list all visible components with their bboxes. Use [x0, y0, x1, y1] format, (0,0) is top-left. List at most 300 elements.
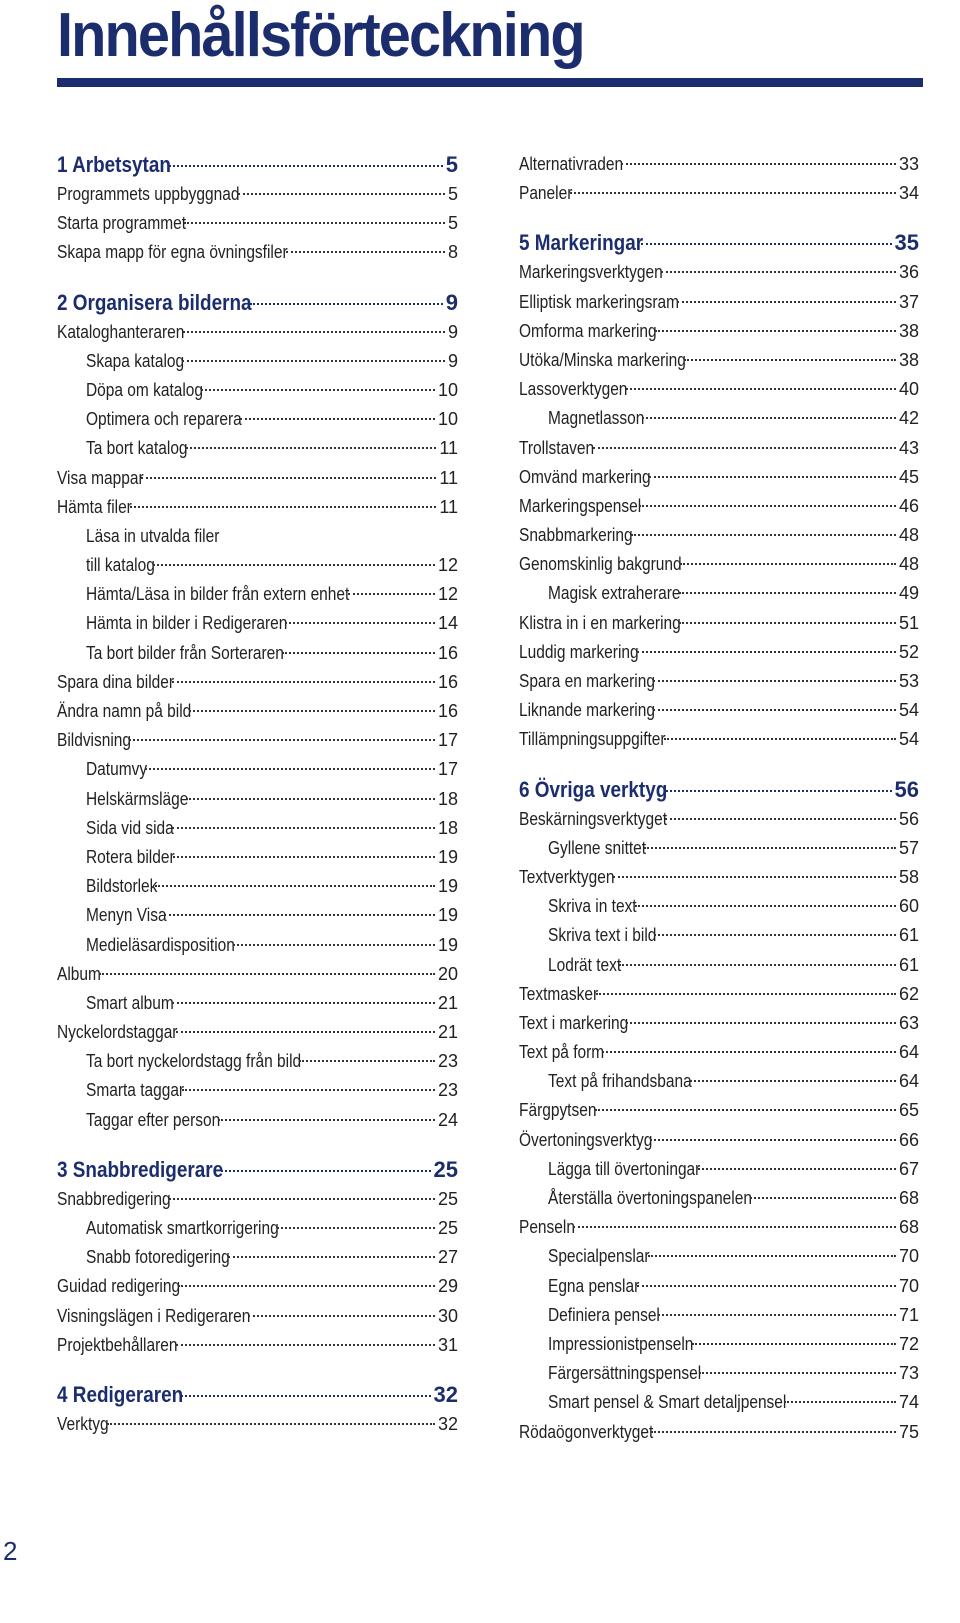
toc-chapter — [519, 775, 919, 805]
toc-entry-page: 73 — [898, 1363, 919, 1384]
dot-leader — [655, 330, 896, 332]
toc-right-column — [519, 150, 919, 1447]
dot-leader — [233, 944, 435, 946]
dot-leader — [679, 592, 896, 594]
dot-leader — [684, 359, 896, 361]
toc-entry — [57, 843, 458, 872]
dot-leader — [664, 738, 896, 740]
toc-entry — [57, 785, 458, 814]
toc-entry-page: 74 — [898, 1392, 919, 1413]
dot-leader — [172, 827, 435, 829]
toc-entry-title: Skapa katalog — [86, 350, 185, 371]
dot-leader — [654, 934, 896, 936]
toc-entry-page: 11 — [439, 438, 458, 459]
toc-entry-page: 54 — [898, 729, 919, 750]
toc-entry — [519, 579, 919, 608]
toc-entry — [519, 863, 919, 892]
toc-entry-title: Ta bort katalog — [86, 438, 188, 459]
dot-leader — [680, 563, 896, 565]
toc-entry-title: Övertoningsverktyg — [519, 1129, 653, 1150]
toc-entry-title: Snabbmarkering — [519, 525, 633, 546]
dot-leader — [178, 1285, 435, 1287]
toc-chapter — [57, 150, 458, 180]
toc-entry-page: 71 — [898, 1304, 919, 1325]
toc-entry — [57, 1018, 458, 1047]
dot-leader — [107, 1423, 435, 1425]
dot-leader — [240, 418, 435, 420]
toc-entry — [519, 951, 919, 980]
toc-entry-page: 14 — [437, 613, 458, 634]
toc-entry-page: 9 — [447, 350, 458, 371]
toc-left-column — [57, 150, 458, 1439]
toc-entry-page: 19 — [437, 934, 458, 955]
toc-entry-page: 17 — [437, 730, 458, 751]
toc-entry — [57, 1214, 458, 1243]
toc-entry-page: 49 — [898, 583, 919, 604]
toc-entry — [519, 892, 919, 921]
toc-entry — [519, 921, 919, 950]
toc-entry-title: Ta bort bilder från Sorteraren — [86, 642, 284, 663]
toc-entry-title: Lägga till övertoningar — [548, 1158, 701, 1179]
toc-entry — [57, 180, 458, 209]
dot-leader — [626, 1022, 896, 1024]
toc-entry-title: Programmets uppbyggnad — [57, 184, 240, 204]
toc-entry-title: Spara en markering — [519, 671, 655, 691]
toc-entry — [57, 376, 458, 405]
dot-leader — [653, 709, 896, 711]
toc-entry — [57, 639, 458, 668]
toc-entry-title: Hämta in bilder i Redigeraren — [86, 613, 288, 634]
toc-entry-page: 58 — [898, 866, 919, 887]
toc-entry-title: Tillämpningsuppgifter — [519, 729, 666, 750]
toc-entry — [519, 1067, 919, 1096]
toc-entry-title: Bildstorlek — [86, 876, 158, 897]
toc-entry-page: 19 — [437, 846, 458, 867]
toc-entry — [519, 1126, 919, 1155]
dot-leader — [602, 1051, 896, 1053]
toc-entry — [519, 550, 919, 579]
dot-leader — [596, 993, 896, 995]
dot-leader — [661, 271, 896, 273]
toc-entry-page: 34 — [898, 183, 919, 204]
toc-entry-page: 9 — [445, 289, 458, 315]
dot-leader — [348, 593, 435, 595]
toc-entry — [519, 1242, 919, 1271]
toc-entry-title: Magisk extraherare — [548, 583, 681, 604]
toc-entry-page: 63 — [898, 1012, 919, 1033]
toc-entry-page: 16 — [437, 671, 458, 692]
toc-entry-title: 2 Organisera bilderna — [57, 289, 252, 315]
toc-entry-page: 53 — [898, 671, 919, 691]
toc-entry — [519, 834, 919, 863]
toc-entry — [57, 551, 458, 580]
toc-entry-page: 51 — [898, 612, 919, 633]
dot-leader — [186, 798, 435, 800]
toc-entry-title: Skapa mapp för egna övningsfiler — [57, 242, 288, 263]
toc-entry — [57, 1076, 458, 1105]
dot-leader — [665, 818, 896, 820]
toc-entry — [57, 1331, 458, 1360]
dot-leader — [650, 1139, 896, 1141]
dot-leader — [183, 331, 445, 333]
toc-entry — [519, 1009, 919, 1038]
toc-entry — [519, 375, 919, 404]
dot-leader — [153, 564, 435, 566]
toc-entry-title: Bildvisning — [57, 730, 132, 751]
toc-entry-page: 19 — [437, 876, 458, 897]
toc-entry-title: Sida vid sida — [86, 817, 174, 838]
dot-leader — [619, 964, 896, 966]
toc-entry-title: Rödaögonverktyget — [519, 1421, 654, 1442]
toc-entry-title: Smarta taggar — [86, 1080, 185, 1101]
toc-entry-page: 68 — [898, 1188, 919, 1208]
toc-entry-title: Egna penslar — [548, 1275, 640, 1296]
toc-entry-title: Smart album — [86, 992, 174, 1013]
toc-entry-title: Taggar efter person — [86, 1109, 221, 1130]
toc-entry-title: Hämta filer — [57, 496, 132, 517]
toc-entry-page: 67 — [898, 1158, 919, 1179]
page-number: 2 — [3, 1536, 18, 1566]
dot-leader — [649, 476, 896, 478]
toc-entry-page: 8 — [447, 242, 458, 263]
toc-entry-page: 5 — [447, 184, 458, 204]
toc-entry-page: 60 — [898, 896, 919, 917]
toc-entry-title: Lodrät text — [548, 954, 622, 975]
toc-entry — [57, 755, 458, 784]
dot-leader — [639, 505, 896, 507]
dot-leader — [641, 243, 891, 245]
dot-leader — [228, 1256, 435, 1258]
toc-entry — [57, 493, 458, 522]
toc-entry-page: 68 — [898, 1217, 919, 1238]
dot-leader — [635, 905, 896, 907]
toc-entry-page: 31 — [437, 1334, 458, 1355]
dot-leader — [699, 1372, 896, 1374]
page-title: Innehållsförteckning — [57, 1, 584, 70]
toc-entry-title: Återställa övertoningspanelen — [548, 1188, 752, 1208]
toc-entry-page: 12 — [437, 584, 458, 605]
toc-entry-page: 33 — [898, 154, 919, 174]
toc-entry-page: 64 — [898, 1071, 919, 1092]
toc-entry-title: Omvänd markering — [519, 466, 651, 487]
toc-entry-title: Specialpenslar — [548, 1246, 650, 1267]
toc-entry-page: 17 — [437, 759, 458, 780]
toc-entry — [519, 980, 919, 1009]
toc-entry-title: Optimera och reparera — [86, 409, 242, 430]
toc-entry-page: 5 — [445, 152, 458, 177]
dot-leader — [653, 680, 896, 682]
dot-leader — [172, 1002, 435, 1004]
toc-entry-title: Menyn Visa — [86, 905, 167, 926]
toc-entry — [519, 1359, 919, 1388]
dot-leader — [692, 1343, 896, 1345]
dot-leader — [644, 847, 896, 849]
toc-entry-page: 42 — [898, 408, 919, 429]
dot-leader — [648, 1255, 896, 1257]
toc-entry-title: Elliptisk markeringsram — [519, 291, 680, 312]
dot-leader — [750, 1197, 896, 1199]
toc-entry-title: Text på frihandsbana — [548, 1071, 692, 1092]
toc-entry-title: Ändra namn på bild — [57, 701, 192, 721]
toc-entry — [519, 805, 919, 834]
toc-entry-title: Spara dina bilder — [57, 671, 175, 692]
toc-entry-page: 5 — [447, 213, 458, 234]
toc-entry-page: 56 — [894, 776, 919, 802]
toc-entry-title: Liknande markering — [519, 700, 655, 721]
toc-entry — [519, 179, 919, 208]
dot-leader — [169, 165, 442, 167]
toc-entry-page: 48 — [898, 554, 919, 575]
toc-entry-title: Döpa om katalog — [86, 379, 204, 400]
toc-entry — [519, 1096, 919, 1125]
toc-entry-title: Läsa in utvalda filer — [86, 525, 220, 546]
toc-entry — [57, 960, 458, 989]
toc-entry-title: Alternativraden — [519, 154, 624, 174]
toc-entry-page: 35 — [894, 230, 919, 256]
toc-entry — [57, 1410, 458, 1439]
toc-entry — [519, 1184, 919, 1213]
toc-entry-page: 48 — [898, 525, 919, 546]
toc-entry — [57, 1185, 458, 1214]
toc-entry — [57, 1106, 458, 1135]
toc-entry-title: Textmasker — [519, 983, 599, 1004]
dot-leader — [593, 447, 896, 449]
dot-leader — [677, 301, 896, 303]
toc-entry-title: Omforma markering — [519, 320, 657, 341]
toc-entry-title: Magnetlasson — [548, 408, 645, 429]
toc-entry-title: 3 Snabbredigerare — [57, 1156, 224, 1182]
toc-entry — [57, 989, 458, 1018]
toc-entry — [519, 1213, 919, 1242]
toc-entry-title: Skriva in text — [548, 896, 637, 917]
toc-entry — [57, 1272, 458, 1301]
toc-entry — [519, 725, 919, 754]
toc-entry-page: 65 — [898, 1100, 919, 1121]
toc-entry-page: 43 — [898, 437, 919, 458]
toc-entry-page: 23 — [437, 1080, 458, 1101]
toc-entry — [57, 434, 458, 463]
toc-entry-title: Beskärningsverktyget — [519, 808, 668, 829]
toc-entry-page: 45 — [898, 466, 919, 487]
toc-entry-page: 11 — [439, 496, 458, 517]
toc-entry-title: Visa mappar — [57, 467, 144, 488]
dot-leader — [164, 914, 435, 916]
toc-entry-page: 19 — [437, 905, 458, 926]
toc-entry-title: Automatisk smartkorrigering — [86, 1218, 279, 1238]
dot-leader — [250, 303, 443, 305]
toc-entry-page: 66 — [898, 1129, 919, 1150]
dot-leader — [666, 790, 892, 792]
dot-leader — [784, 1401, 895, 1403]
toc-entry-title: Penseln — [519, 1217, 575, 1238]
toc-entry — [57, 1047, 458, 1076]
toc-entry-page: 23 — [437, 1051, 458, 1072]
dot-leader — [626, 388, 896, 390]
toc-entry — [57, 464, 458, 493]
dot-leader — [573, 1226, 896, 1228]
toc-entry-page: 75 — [898, 1421, 919, 1442]
dot-leader — [176, 1344, 435, 1346]
toc-entry-page: 18 — [437, 817, 458, 838]
toc-entry — [57, 872, 458, 901]
toc-entry-page: 18 — [437, 788, 458, 809]
toc-entry — [519, 150, 919, 179]
toc-entry-page: 10 — [437, 379, 458, 400]
toc-entry — [519, 258, 919, 287]
toc-entry-title: Ta bort nyckelordstagg från bild — [86, 1051, 302, 1072]
toc-entry-title: Snabb fotoredigering — [86, 1247, 230, 1268]
toc-entry — [57, 405, 458, 434]
toc-entry-title: 4 Redigeraren — [57, 1381, 184, 1407]
toc-entry-title: Genomskinlig bakgrund — [519, 554, 682, 575]
toc-entry-title: Gyllene snittet — [548, 837, 647, 858]
toc-entry-title: Paneler — [519, 183, 573, 204]
toc-entry — [519, 696, 919, 725]
dot-leader — [621, 163, 896, 165]
dot-leader — [698, 1168, 896, 1170]
toc-entry — [57, 209, 458, 238]
dot-leader — [690, 1080, 896, 1082]
toc-entry-page: 10 — [437, 409, 458, 430]
toc-entry-title: Markeringspensel — [519, 495, 642, 516]
toc-entry-title: Starta programmet — [57, 213, 187, 234]
toc-entry — [519, 346, 919, 375]
toc-entry-page: 70 — [898, 1246, 919, 1267]
dot-leader — [99, 973, 435, 975]
toc-entry-page: 32 — [437, 1413, 458, 1434]
toc-entry-title: Datumvy — [86, 759, 148, 780]
dot-leader — [176, 1031, 435, 1033]
toc-entry-title: Snabbredigering — [57, 1188, 171, 1209]
toc-entry-title: Hämta/Läsa in bilder från extern enhet — [86, 584, 350, 605]
title-rule — [57, 78, 923, 87]
toc-entry — [519, 404, 919, 433]
dot-leader — [285, 622, 434, 624]
toc-entry-page: 24 — [437, 1109, 458, 1130]
toc-entry-page: 37 — [898, 291, 919, 312]
toc-entry-page: 64 — [898, 1042, 919, 1063]
toc-entry-title: Markeringsverktygen — [519, 262, 663, 283]
toc-entry-title: Impressionistpenseln — [548, 1333, 694, 1354]
dot-leader — [299, 1060, 435, 1062]
dot-leader — [182, 360, 445, 362]
toc-entry-page: 61 — [898, 954, 919, 975]
dot-leader — [172, 681, 435, 683]
toc-entry-title: Kataloghanteraren — [57, 321, 185, 342]
toc-entry-title: Nyckelordstaggar — [57, 1022, 178, 1043]
toc-entry — [519, 463, 919, 492]
toc-entry — [57, 580, 458, 609]
toc-entry — [519, 1418, 919, 1447]
toc-entry — [519, 317, 919, 346]
toc-entry-page: 38 — [898, 320, 919, 341]
dot-leader — [613, 876, 896, 878]
toc-entry — [519, 521, 919, 550]
toc-entry-page: 54 — [898, 700, 919, 721]
toc-entry-page: 25 — [437, 1188, 458, 1209]
toc-chapter — [519, 228, 919, 258]
toc-entry-title: Projektbehållaren — [57, 1334, 178, 1355]
toc-entry — [57, 1243, 458, 1272]
toc-entry-page: 46 — [898, 495, 919, 516]
toc-entry-title: Definiera pensel — [548, 1304, 660, 1325]
toc-entry-page: 32 — [433, 1381, 458, 1407]
toc-entry — [519, 1038, 919, 1067]
dot-leader — [637, 1285, 896, 1287]
dot-leader — [186, 447, 437, 449]
toc-entry-title: Guidad redigering — [57, 1276, 181, 1297]
toc-entry-title: Trollstaven — [519, 437, 595, 458]
dot-leader — [595, 1109, 896, 1111]
toc-entry-title: Verktyg — [57, 1413, 109, 1434]
toc-entry — [519, 492, 919, 521]
toc-entry — [57, 347, 458, 376]
toc-entry — [57, 931, 458, 960]
toc-entry-page: 29 — [437, 1276, 458, 1297]
dot-leader — [145, 768, 435, 770]
dot-leader — [130, 506, 436, 508]
toc-entry-title: Lassoverktygen — [519, 379, 628, 400]
toc-entry-title: Album — [57, 963, 101, 984]
toc-entry-title: Utöka/Minska markering — [519, 349, 686, 370]
toc-entry-page: 21 — [437, 992, 458, 1013]
toc-entry-title: Skriva text i bild — [548, 925, 657, 946]
toc-entry-title: Färgersättningspensel — [548, 1363, 702, 1384]
dot-leader — [181, 1395, 431, 1397]
toc-entry — [57, 901, 458, 930]
toc-entry — [519, 667, 919, 696]
dot-leader — [286, 251, 445, 253]
dot-leader — [218, 1119, 435, 1121]
dot-leader — [184, 222, 445, 224]
toc-entry — [519, 434, 919, 463]
dot-leader — [637, 651, 896, 653]
toc-entry-title: 6 Övriga verktyg — [519, 776, 668, 802]
toc-entry-page: 12 — [437, 555, 458, 576]
toc-entry-page: 9 — [447, 321, 458, 342]
toc-entry-title: Textverktygen — [519, 866, 615, 887]
toc-entry-title: Klistra in i en markering — [519, 612, 681, 633]
toc-entry-title: Luddig markering — [519, 641, 639, 662]
toc-entry — [57, 522, 458, 551]
toc-entry — [519, 1301, 919, 1330]
toc-entry-page: 38 — [898, 349, 919, 370]
dot-leader — [651, 1431, 896, 1433]
toc-entry — [519, 1155, 919, 1184]
toc-entry-page: 27 — [437, 1247, 458, 1268]
toc-chapter — [57, 1380, 458, 1410]
toc-entry-page: 56 — [898, 808, 919, 829]
toc-entry-page: 25 — [433, 1156, 458, 1182]
toc-entry-title: Färgpytsen — [519, 1100, 597, 1121]
toc-entry — [57, 1302, 458, 1331]
dot-leader — [642, 417, 896, 419]
toc-entry — [57, 238, 458, 267]
dot-leader — [169, 1198, 435, 1200]
dot-leader — [201, 389, 435, 391]
toc-entry-page: 57 — [898, 837, 919, 858]
toc-entry — [57, 697, 458, 726]
toc-entry-page: 61 — [898, 925, 919, 946]
dot-leader — [173, 856, 435, 858]
dot-leader — [658, 1314, 896, 1316]
toc-entry-page: 30 — [437, 1305, 458, 1326]
toc-entry-page: 52 — [898, 641, 919, 662]
dot-leader — [248, 1315, 435, 1317]
toc-entry — [57, 668, 458, 697]
dot-leader — [679, 622, 896, 624]
toc-entry-title: Medieläsardisposition — [86, 934, 235, 955]
